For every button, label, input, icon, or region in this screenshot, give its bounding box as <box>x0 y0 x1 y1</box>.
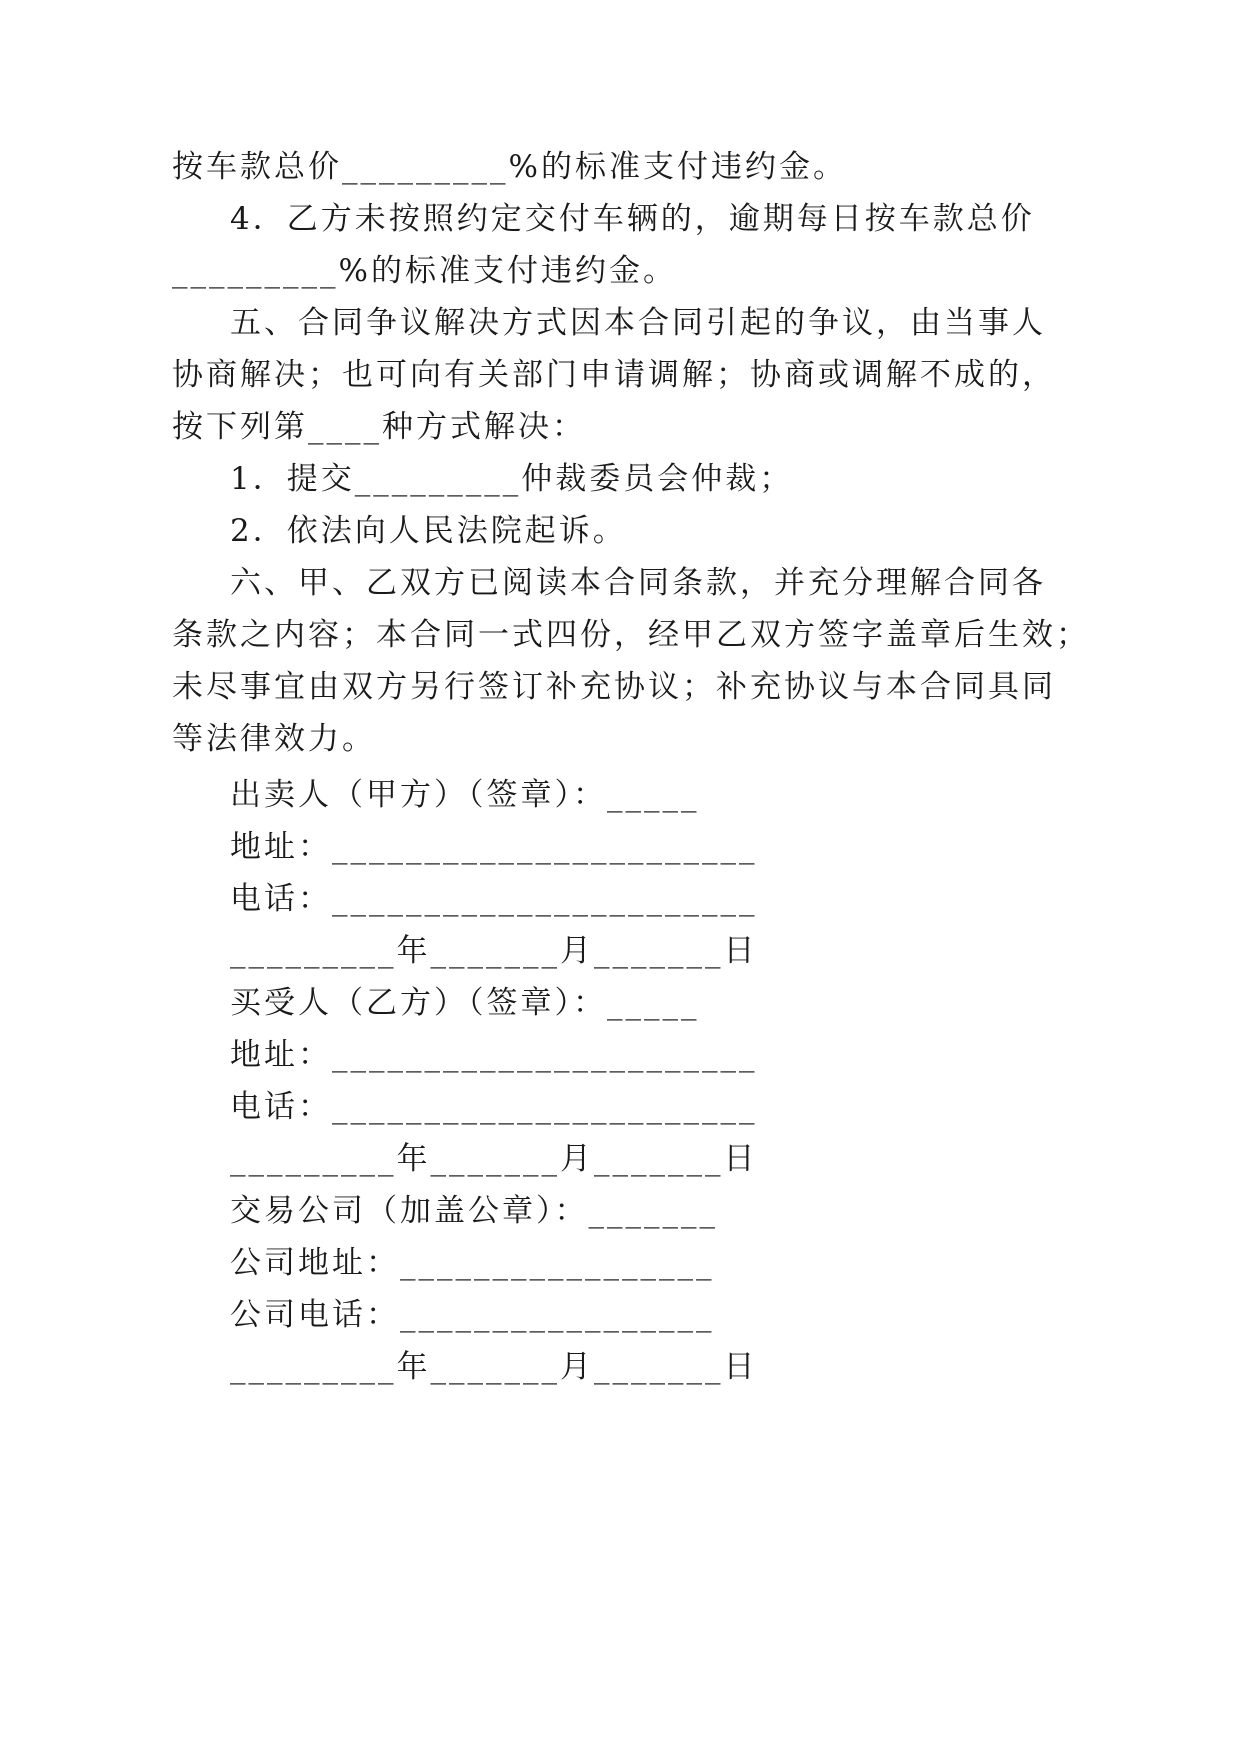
buyer-phone-line: 电话：_______________________ <box>230 1089 758 1125</box>
company-date-line: _________年_______月_______日 <box>230 1349 758 1385</box>
seller-signature-line: 出卖人（甲方）（签章）：_____ <box>230 777 700 813</box>
paragraph-line: _________%的标准支付违约金。 <box>172 253 677 289</box>
section-5-heading-line: 五、合同争议解决方式因本合同引起的争议，由当事人 <box>230 305 1046 341</box>
company-phone-line: 公司电话：_________________ <box>230 1297 715 1333</box>
paragraph-line: 按车款总价_________%的标准支付违约金。 <box>172 149 847 185</box>
paragraph-line: 条款之内容；本合同一式四份，经甲乙双方签字盖章后生效； <box>172 617 1090 653</box>
company-address-line: 公司地址：_________________ <box>230 1245 715 1281</box>
buyer-date-line: _________年_______月_______日 <box>230 1141 758 1177</box>
paragraph-line: 按下列第____种方式解决： <box>172 409 586 445</box>
clause-4-line: 4．乙方未按照约定交付车辆的，逾期每日按车款总价 <box>230 201 1035 237</box>
seller-date-line: _________年_______月_______日 <box>230 933 758 969</box>
section-6-heading-line: 六、甲、乙双方已阅读本合同条款，并充分理解合同各 <box>230 565 1046 601</box>
buyer-signature-line: 买受人（乙方）（签章）：_____ <box>230 985 700 1021</box>
paragraph-line: 协商解决；也可向有关部门申请调解；协商或调解不成的， <box>172 357 1056 393</box>
company-seal-line: 交易公司（加盖公章）：_______ <box>230 1193 718 1229</box>
option-1-line: 1．提交_________仲裁委员会仲裁； <box>230 461 794 497</box>
seller-address-line: 地址：_______________________ <box>230 829 758 865</box>
paragraph-line: 未尽事宜由双方另行签订补充协议；补充协议与本合同具同 <box>172 669 1056 705</box>
buyer-address-line: 地址：_______________________ <box>230 1037 758 1073</box>
seller-phone-line: 电话：_______________________ <box>230 881 758 917</box>
paragraph-line: 等法律效力。 <box>172 721 376 757</box>
option-2-line: 2．依法向人民法院起诉。 <box>230 513 627 549</box>
